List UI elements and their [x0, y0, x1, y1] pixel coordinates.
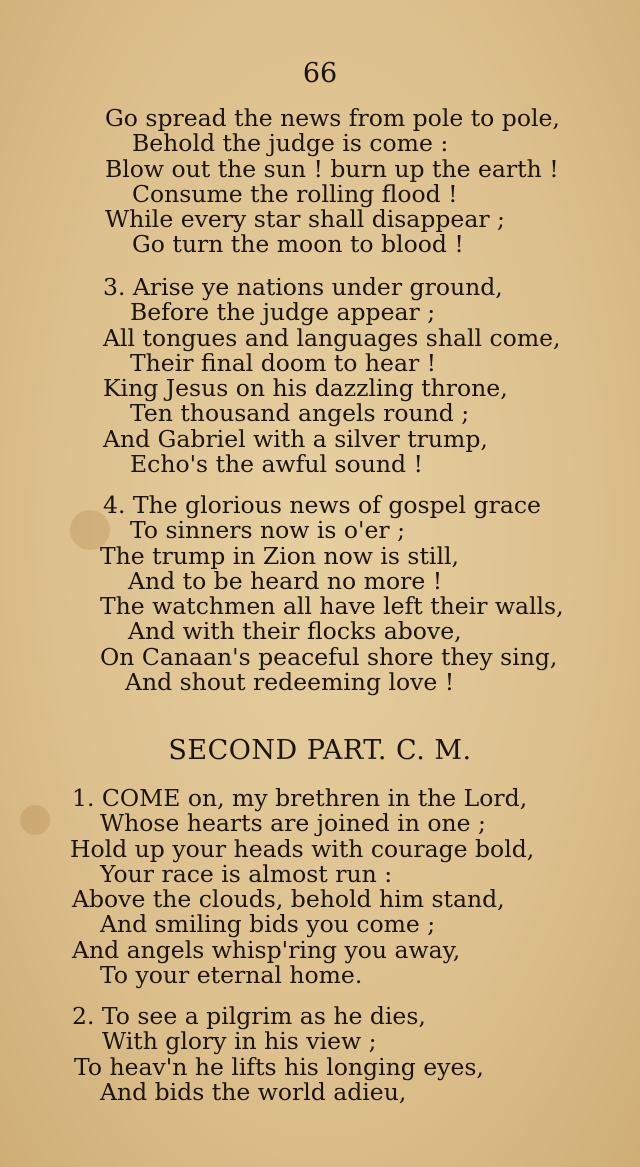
- verse-line: The trump in Zion now is still,: [100, 541, 459, 570]
- verse-line: All tongues and languages shall come,: [103, 323, 561, 352]
- verse-line: To your eternal home.: [100, 961, 363, 990]
- verse-line: Go turn the moon to blood !: [132, 230, 464, 259]
- verse-line: The watchmen all have left their walls,: [100, 592, 564, 621]
- verse-line: Ten thousand angels round ;: [130, 399, 470, 428]
- verse-line: Their final doom to hear !: [130, 348, 437, 377]
- verse-line: 4. The glorious news of gospel grace: [103, 491, 541, 519]
- stanza-3: [0, 275, 640, 477]
- verse-line: 3. Arise ye nations under ground,: [103, 273, 503, 301]
- verse-line: And angels whisp'ring you away,: [72, 935, 461, 964]
- verse-line: And smiling bids you come ;: [100, 910, 436, 939]
- verse-line: King Jesus on his dazzling throne,: [103, 374, 508, 403]
- verse-line: Hold up your heads with courage bold,: [70, 834, 535, 863]
- verse-line: Consume the rolling flood !: [132, 179, 458, 208]
- verse-line: 2. To see a pilgrim as he dies,: [72, 1002, 426, 1030]
- verse-line: To sinners now is o'er ;: [130, 516, 406, 545]
- verse-line: And bids the world adieu,: [100, 1077, 407, 1106]
- verse-line: Before the judge appear ;: [130, 298, 436, 327]
- stanza-second-part-2: [0, 1004, 640, 1105]
- section-heading: SECOND PART. C. M.: [168, 735, 472, 766]
- stanza-continuation: [0, 106, 640, 258]
- verse-line: Behold the judge is come :: [132, 129, 449, 158]
- verse-line: Blow out the sun ! burn up the earth !: [105, 154, 559, 183]
- page-number: 66: [302, 58, 338, 89]
- verse-line: And with their flocks above,: [128, 617, 462, 646]
- verse-line: Whose hearts are joined in one ;: [100, 809, 486, 838]
- verse-line: Echo's the awful sound !: [130, 450, 423, 479]
- verse-line: Above the clouds, behold him stand,: [72, 885, 505, 914]
- stanza-4: [0, 493, 640, 695]
- verse-line: And Gabriel with a silver trump,: [103, 424, 488, 453]
- verse-line: Your race is almost run :: [100, 859, 393, 888]
- verse-line: On Canaan's peaceful shore they sing,: [100, 642, 558, 671]
- verse-line: With glory in his view ;: [102, 1027, 377, 1056]
- verse-line: While every star shall disappear ;: [105, 205, 505, 234]
- verse-line: 1. COME on, my brethren in the Lord,: [72, 784, 528, 812]
- verse-line: And shout redeeming love !: [125, 668, 455, 697]
- verse-line: And to be heard no more !: [128, 566, 443, 595]
- verse-line: To heav'n he lifts his longing eyes,: [74, 1052, 484, 1081]
- verse-line: Go spread the news from pole to pole,: [105, 104, 560, 132]
- stanza-second-part-1: [0, 786, 640, 988]
